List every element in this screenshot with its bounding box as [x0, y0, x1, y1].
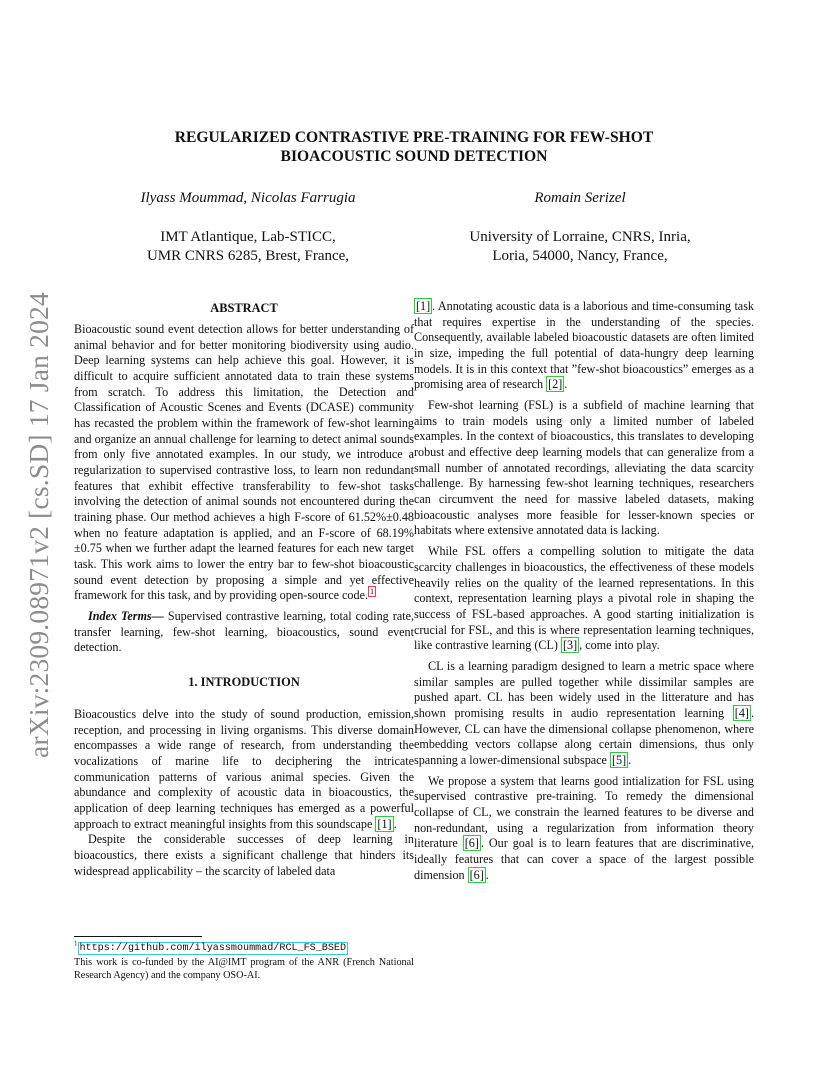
author-block-left — [98, 189, 398, 266]
abstract-heading: ABSTRACT — [210, 301, 278, 315]
citation-link[interactable]: [3] — [563, 638, 578, 653]
author-block-right — [430, 189, 730, 266]
intro-p1-text: Bioacoustics delve into the study of sound production, emission, reception, and processing in living organisms. This diverse domain encompasses a wide range of research, from understanding the vocalizations of marine life to deciphering the intricate communication patterns of various animal species. Given the abundance and complexity of acoustic data in bioacoustics, the application of deep learning techniques has emerged as a powerful approach to extract meaningful insights from this soundscape — [74, 706, 414, 831]
intro-p2-end: . — [564, 377, 568, 392]
intro-p5-text: CL is a learning paradigm designed to learn a metric space where similar samples are pulled together while dissimilar samples are pushed apart. CL has been widely used in the litterature and has shown promising results in audio representation learning — [414, 659, 754, 720]
intro-p5-mid: . However, CL can have the dimensional collapse phenomenon, where embedding vectors collapse along certain dimensions, thus only spanning a lower-dimensional subspace — [414, 705, 754, 767]
abstract-paragraph — [74, 322, 414, 604]
intro-p5-end: . — [628, 752, 632, 767]
index-terms-text: Supervised contrastive learning, total coding rate, transfer learning, few-shot learning, bioacoustics, sound event detection. — [74, 609, 415, 655]
title-line-2: BIOACOUSTIC SOUND DETECTION — [280, 148, 548, 165]
affiliation-left-line-1: IMT Atlantique, Lab-STICC, — [160, 229, 336, 245]
intro-p2-left-text: Despite the considerable successes of deep learning in bioacoustics, there exists a significant challenge that hinders its widespread applicability – the scarcity of labeled data — [74, 832, 414, 878]
affiliation-right — [430, 228, 730, 266]
author-names-left: Ilyass Moummad, Nicolas Farrugia — [140, 190, 356, 206]
affiliation-right-line-2: Loria, 54000, Nancy, France, — [492, 248, 668, 264]
intro-paragraph-1 — [74, 707, 414, 832]
abstract-text: Bioacoustic sound event detection allows for better understanding of animal behavior and for better monitoring biodiversity using audio. Deep learning systems can help achieve this goal. However, it is difficult to acquire sufficient annotated data to train these systems from scratch. To address this limitation, the Detection and Classification of Acoustic Scenes and Events (DCASE) community has recasted the problem within the framework of few-shot learning and organize an annual challenge for learning to detect animal sounds from only five annotated examples. In our study, we introduce a regularization to supervised contrastive loss, to learn non redundant features that exhibit effective transferability to few-shot tasks involving the detection of animal sounds not encountered during the training phase. Our method achieves a high F-score of 61.52%±0.48 when no feature adaptation is applied, and an F-score of 68.19%±0.75 when we further adapt the learned features for each new target task. This work aims to lower the entry bar to few-shot bioacoustic sound event detection by proposing a simple and yet effective framework for this task, and by providing open-source code. — [74, 322, 414, 603]
code-repository-link[interactable]: https://github.com/ilyassmoummad/RCL_FS_BSED — [79, 943, 347, 954]
affiliation-left — [98, 228, 398, 266]
intro-paragraph-2-start — [74, 832, 414, 879]
author-names-right: Romain Serizel — [534, 190, 626, 206]
intro-paragraph-3: Few-shot learning (FSL) is a subfield of machine learning that aims to train models using only a limited number of labeled examples. In the context of bioacoustics, this translates to developing robust and effective deep learning models that can generalize from a small number of annotated recordings, alleviating the data scarcity challenge. By harnessing few-shot learning techniques, researchers can circumvent the need for massive labeled datasets, making bioacoustic analyses more feasible for lesser-known species or habitats where extensive annotated data is lacking. — [414, 398, 754, 538]
citation-link[interactable]: [1] — [377, 816, 392, 831]
citation-link[interactable]: [1] — [416, 299, 431, 313]
citation-link[interactable]: [6] — [469, 867, 484, 882]
intro-p2-mid-text: . Annotating acoustic data is a laborious and time-consuming task that requires expertise in the understanding of the species. Consequently, available labeled bioacoustic datasets are often limited in size, impeding the full potential of data-hungry deep learning models. It is in this context that ”few-shot bioacoustics” emerges as a promising area of research — [414, 299, 754, 392]
citation-link[interactable]: [4] — [734, 705, 749, 720]
intro-p6-text: We propose a system that learns good intialization for FSL using supervised contrastive pre-training. To remedy the dimensional collapse of CL, we constrain the learned features to be diverse and non-redundant, using a regularization from information theory literature — [414, 773, 754, 851]
paper-title — [120, 128, 708, 166]
arxiv-identifier-stamp — [14, 292, 64, 758]
index-terms-paragraph — [74, 609, 414, 656]
introduction-heading: 1. INTRODUCTION — [188, 674, 300, 689]
footnote-rule — [74, 936, 202, 937]
footnote-mark: 1 — [74, 939, 78, 948]
affiliation-left-line-2: UMR CNRS 6285, Brest, France, — [146, 248, 350, 264]
intro-p4-text: While FSL offers a compelling solution to mitigate the data scarcity challenges in bioacoustics, the effectiveness of these models heavily relies on the quality of the learned representations. In this context, representation learning plays a pivotal role in shaping the success of FSL-based approaches. A good starting initialization is crucial for FSL, and this is where representation learning techniques, like contrastive learning (CL) — [414, 544, 754, 653]
title-line-1: REGULARIZED CONTRASTIVE PRE-TRAINING FOR FEW-SHOT — [174, 129, 654, 146]
funding-note: This work is co-funded by the AI@IMT program of the ANR (French National Research Agency) and the company OSO-AI. — [74, 956, 414, 981]
citation-link[interactable]: [2] — [548, 377, 563, 392]
intro-paragraph-6 — [414, 774, 754, 884]
footnotes — [74, 936, 414, 983]
intro-p4-end: , come into play. — [579, 638, 660, 653]
right-column — [414, 299, 754, 883]
footnote-reference-link[interactable]: 1 — [370, 587, 374, 597]
index-terms-label: Index Terms— — [88, 609, 164, 623]
intro-p6-end: . — [485, 867, 489, 882]
intro-p1-end: . — [393, 816, 397, 831]
affiliation-right-line-1: University of Lorraine, CNRS, Inria, — [469, 229, 691, 245]
footnote-url-line — [74, 941, 414, 956]
intro-p6-mid: . Our goal is to learn features that are discriminative, ideally features that can cover a space of the largest possible dimension — [414, 836, 754, 882]
citation-link[interactable]: [6] — [464, 836, 479, 851]
citation-link[interactable]: [5] — [611, 752, 627, 767]
left-column — [74, 299, 414, 879]
arxiv-id-text: arXiv:2309.08971v2 [cs.SD] 17 Jan 2024 — [23, 292, 54, 758]
intro-paragraph-2-continued — [414, 299, 754, 393]
intro-paragraph-5 — [414, 659, 754, 769]
intro-paragraph-4 — [414, 544, 754, 654]
